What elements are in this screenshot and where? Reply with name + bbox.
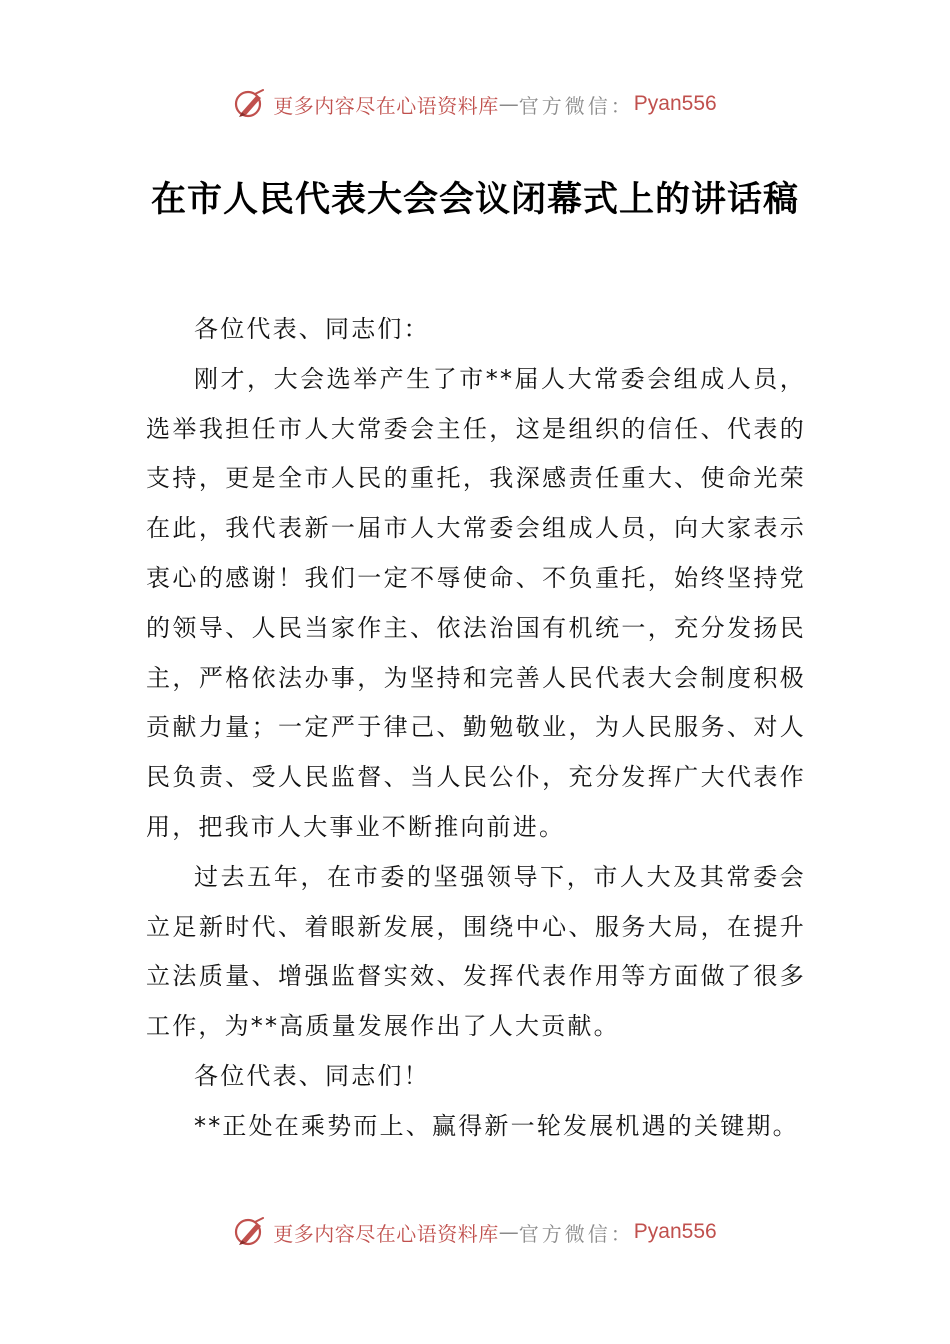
paragraph: 刚才，大会选举产生了市**届人大常委会组成人员，选举我担任市人大常委会主任，这是组织的信任、代表的支持，更是全市人民的重托，我深感责任重大、使命光荣在此，我代表新一届市人大常委会组成人员，向大家表示衷心的感谢！我们一定不辱使命、不负重托，始终坚持党的领导、人民当家作主、依法治国有机统一，充分发扬民主，严格依法办事，为坚持和完善人民代表大会制度积极贡献力量；一定严于律己、勤勉敬业，为人民服务、对人民负责、受人民监督、当人民公仆，充分发挥广大代表作用，把我市人大事业不断推向前进。 [146, 364, 806, 841]
paragraph: 过去五年，在市委的坚强领导下，市人大及其常委会立足新时代、着眼新发展，围绕中心、服务大局，在提升立法质量、增强监督实效、发挥代表作用等方面做了很多工作，为**高质量发展作出了人大贡献。 [146, 862, 806, 1041]
banner-wechat-id: Pyan556 [633, 92, 717, 115]
banner-official-label: 官方微信： [518, 93, 634, 118]
header-banner [0, 82, 950, 126]
pen-logo-icon [233, 1214, 269, 1250]
document-title: 在市人民代表大会会议闭幕式上的讲话稿 [150, 180, 799, 220]
banner-text: 更多内容尽在心语资料库 [273, 93, 499, 118]
paragraph: 各位代表、同志们！ [194, 1061, 430, 1090]
paragraph: **正处在乘势而上、赢得新一轮发展机遇的关键期。 [194, 1111, 799, 1140]
banner-dash: — [498, 1220, 519, 1244]
banner-text: 更多内容尽在心语资料库 [273, 1221, 499, 1246]
pen-logo-icon [233, 86, 269, 122]
paragraph: 各位代表、同志们： [194, 315, 430, 343]
banner-wechat-id: Pyan556 [633, 1220, 717, 1243]
banner-dash: — [498, 92, 519, 116]
footer-banner [0, 1210, 950, 1254]
document-body [146, 305, 806, 1152]
banner-official-label: 官方微信： [518, 1221, 634, 1246]
